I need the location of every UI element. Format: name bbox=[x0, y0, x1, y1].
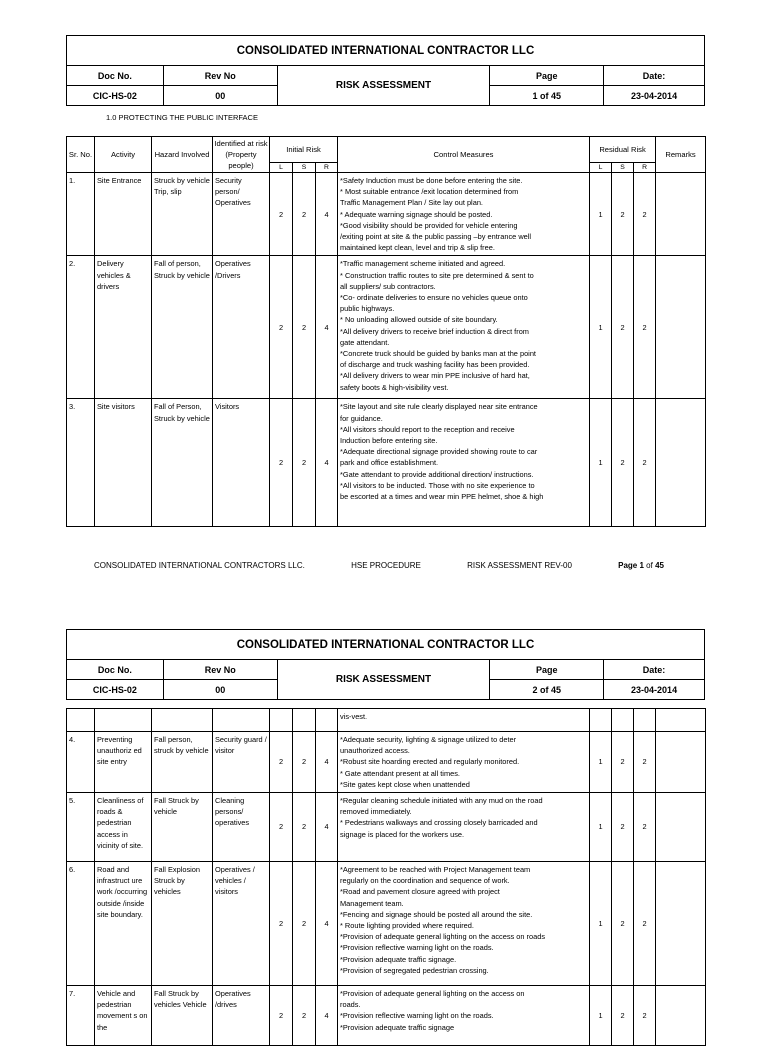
company-title: CONSOLIDATED INTERNATIONAL CONTRACTOR LLC bbox=[67, 630, 705, 660]
residual-s-cell: 2 bbox=[612, 399, 634, 527]
residual-r-cell: 2 bbox=[634, 986, 656, 1046]
sr-cell: 6. bbox=[67, 862, 95, 986]
control-line: gate attendant. bbox=[340, 337, 390, 347]
identified-cell: Visitors bbox=[213, 399, 270, 527]
sr-cell: 7. bbox=[67, 986, 95, 1046]
remarks-cell bbox=[656, 256, 706, 399]
initial-l-cell: 2 bbox=[270, 173, 293, 256]
control-line: regularly on the coordination and sequence of work. bbox=[340, 876, 510, 886]
risk-row bbox=[67, 256, 706, 399]
activity-cell: Site visitors bbox=[95, 399, 152, 527]
initial-s-cell: 2 bbox=[293, 986, 316, 1046]
control-line: maintained kept clean, level and trip & slip free. bbox=[340, 243, 495, 253]
initial-r-cell: 4 bbox=[316, 732, 338, 793]
activity-cell: Preventing unauthoriz ed site entry bbox=[95, 732, 152, 793]
control-line: * Pedestrians walkways and crossing closely barricaded and bbox=[340, 818, 538, 828]
initial-s-cell: 2 bbox=[293, 862, 316, 986]
hazard-cell: Fall Explosion Struck by vehicles bbox=[152, 862, 213, 986]
rev-no-value: 00 bbox=[163, 680, 277, 700]
control-cell bbox=[338, 986, 590, 1046]
control-line: *Robust site hoarding erected and regularly monitored. bbox=[340, 757, 520, 767]
control-line: roads. bbox=[340, 1000, 361, 1010]
col-remarks: Remarks bbox=[656, 137, 706, 173]
initial-l-cell: 2 bbox=[270, 732, 293, 793]
doc-no-label: Doc No. bbox=[67, 660, 164, 680]
control-line: *Co- ordinate deliveries to ensure no vehicles queue onto bbox=[340, 293, 528, 303]
control-line: *Regular cleaning schedule initiated with any mud on the road bbox=[340, 796, 543, 806]
col-hazard: Hazard Involved bbox=[152, 137, 213, 173]
col-residual-l: L bbox=[590, 163, 612, 173]
sr-cell: 3. bbox=[67, 399, 95, 527]
rev-no-value: 00 bbox=[163, 86, 277, 106]
date-label: Date: bbox=[604, 660, 705, 680]
continuation-row bbox=[67, 709, 706, 732]
col-activity: Activity bbox=[95, 137, 152, 173]
remarks-cell bbox=[656, 793, 706, 862]
remarks-cell bbox=[656, 986, 706, 1046]
hazard-cell: Fall person, struck by vehicle bbox=[152, 732, 213, 793]
col-initial-r: R bbox=[316, 163, 338, 173]
hazard-cell: Fall Struck by vehicles Vehicle bbox=[152, 986, 213, 1046]
rev-no-label: Rev No bbox=[163, 66, 277, 86]
control-line: Induction before entering site. bbox=[340, 436, 438, 446]
doc-title: RISK ASSESSMENT bbox=[277, 660, 490, 700]
hazard-cell: Fall of Person, Struck by vehicle bbox=[152, 399, 213, 527]
risk-assessment-table-continued bbox=[66, 708, 706, 1046]
initial-s-cell: 2 bbox=[293, 256, 316, 399]
control-line: removed immediately. bbox=[340, 807, 412, 817]
risk-row bbox=[67, 173, 706, 256]
control-line: *Adequate security, lighting & signage utilized to deter bbox=[340, 735, 517, 744]
control-line: unauthorized access. bbox=[340, 746, 410, 756]
control-line: * Construction traffic routes to site pre determined & sent to bbox=[340, 270, 534, 280]
footer-page: Page 1 of 45 bbox=[618, 561, 664, 570]
initial-r-cell: 4 bbox=[316, 173, 338, 256]
continuation-text: vis-vest. bbox=[338, 709, 590, 732]
activity-cell: Vehicle and pedestrian movement s on the bbox=[95, 986, 152, 1046]
page-number: 1 of 45 bbox=[490, 86, 604, 106]
control-line: *Provision of segregated pedestrian crossing. bbox=[340, 965, 489, 975]
activity-cell: Site Entrance bbox=[95, 173, 152, 256]
control-line: * Gate attendant present at all times. bbox=[340, 768, 460, 778]
control-line: *Provision adequate traffic signage bbox=[340, 1022, 455, 1032]
doc-no-value: CIC-HS-02 bbox=[67, 86, 164, 106]
control-line: *Good visibility should be provided for vehicle entering bbox=[340, 220, 518, 230]
residual-s-cell: 2 bbox=[612, 256, 634, 399]
doc-title: RISK ASSESSMENT bbox=[277, 66, 490, 106]
risk-row bbox=[67, 986, 706, 1046]
residual-s-cell: 2 bbox=[612, 732, 634, 793]
control-line: *Provision of adequate general lighting on the access on bbox=[340, 989, 525, 999]
control-cell bbox=[338, 256, 590, 399]
identified-cell: Operatives /Drivers bbox=[213, 256, 270, 399]
risk-row bbox=[67, 732, 706, 793]
risk-assessment-table bbox=[66, 136, 706, 527]
residual-r-cell: 2 bbox=[634, 732, 656, 793]
residual-r-cell: 2 bbox=[634, 256, 656, 399]
initial-s-cell: 2 bbox=[293, 732, 316, 793]
initial-s-cell: 2 bbox=[293, 793, 316, 862]
control-line: all suppliers/ sub contractors. bbox=[340, 281, 436, 291]
control-line: * Most suitable entrance /exit location determined from bbox=[340, 187, 519, 197]
residual-l-cell: 1 bbox=[590, 986, 612, 1046]
risk-row bbox=[67, 399, 706, 527]
residual-l-cell: 1 bbox=[590, 399, 612, 527]
sr-cell: 4. bbox=[67, 732, 95, 793]
initial-l-cell: 2 bbox=[270, 793, 293, 862]
initial-s-cell: 2 bbox=[293, 399, 316, 527]
footer-revision: RISK ASSESSMENT REV-00 bbox=[467, 561, 572, 570]
control-line: *Gate attendant to provide additional direction/ instructions. bbox=[340, 469, 534, 479]
residual-s-cell: 2 bbox=[612, 173, 634, 256]
remarks-cell bbox=[656, 732, 706, 793]
activity-cell: Delivery vehicles & drivers bbox=[95, 256, 152, 399]
section-title: 1.0 PROTECTING THE PUBLIC INTERFACE bbox=[106, 113, 258, 122]
remarks-cell bbox=[656, 862, 706, 986]
initial-s-cell: 2 bbox=[293, 173, 316, 256]
initial-l-cell: 2 bbox=[270, 256, 293, 399]
control-line: *Agreement to be reached with Project Management team bbox=[340, 865, 531, 875]
residual-s-cell: 2 bbox=[612, 793, 634, 862]
control-line: Management team. bbox=[340, 898, 404, 908]
footer-company: CONSOLIDATED INTERNATIONAL CONTRACTORS LLC. bbox=[94, 561, 305, 570]
col-identified: Identified at risk (Property people) bbox=[213, 137, 270, 173]
col-initial-l: L bbox=[270, 163, 293, 173]
control-line: signage is placed for the workers use. bbox=[340, 829, 465, 839]
residual-r-cell: 2 bbox=[634, 399, 656, 527]
control-line: public highways. bbox=[340, 304, 395, 314]
control-line: safety boots & high-visibility vest. bbox=[340, 382, 449, 392]
initial-r-cell: 4 bbox=[316, 862, 338, 986]
control-line: *All visitors should report to the reception and receive bbox=[340, 424, 515, 434]
control-cell bbox=[338, 862, 590, 986]
initial-r-cell: 4 bbox=[316, 986, 338, 1046]
activity-cell: Road and infrastruct ure work /occurring outside /inside site boundary. bbox=[95, 862, 152, 986]
sr-cell: 5. bbox=[67, 793, 95, 862]
control-line: park and office establishment. bbox=[340, 458, 439, 468]
footer-procedure: HSE PROCEDURE bbox=[351, 561, 421, 570]
doc-no-value: CIC-HS-02 bbox=[67, 680, 164, 700]
sr-cell: 1. bbox=[67, 173, 95, 256]
risk-row bbox=[67, 793, 706, 862]
control-line: *Provision of adequate general lighting on the access on roads bbox=[340, 932, 546, 942]
control-line: *All visitors to be inducted. Those with no site experience to bbox=[340, 480, 535, 490]
residual-l-cell: 1 bbox=[590, 173, 612, 256]
risk-row bbox=[67, 862, 706, 986]
date-value: 23-04-2014 bbox=[604, 680, 705, 700]
control-cell bbox=[338, 173, 590, 256]
control-line: Traffic Management Plan / Site lay out plan. bbox=[340, 198, 483, 208]
col-residual-s: S bbox=[612, 163, 634, 173]
initial-r-cell: 4 bbox=[316, 256, 338, 399]
residual-r-cell: 2 bbox=[634, 862, 656, 986]
doc-no-label: Doc No. bbox=[67, 66, 164, 86]
identified-cell: Cleaning persons/ operatives bbox=[213, 793, 270, 862]
residual-l-cell: 1 bbox=[590, 793, 612, 862]
document-header-table bbox=[66, 35, 705, 106]
initial-l-cell: 2 bbox=[270, 862, 293, 986]
residual-s-cell: 2 bbox=[612, 986, 634, 1046]
control-cell bbox=[338, 793, 590, 862]
residual-r-cell: 2 bbox=[634, 793, 656, 862]
company-title: CONSOLIDATED INTERNATIONAL CONTRACTOR LLC bbox=[67, 36, 705, 66]
initial-r-cell: 4 bbox=[316, 399, 338, 527]
initial-l-cell: 2 bbox=[270, 986, 293, 1046]
control-line: *Provision adequate traffic signage. bbox=[340, 954, 457, 964]
hazard-cell: Fall Struck by vehicle bbox=[152, 793, 213, 862]
hazard-cell: Struck by vehicle Trip, slip bbox=[152, 173, 213, 256]
control-line: *Provision reflective warning light on the roads. bbox=[340, 943, 494, 953]
page-footer bbox=[94, 561, 664, 570]
control-line: *Site gates kept close when unattended bbox=[340, 779, 470, 789]
control-line: *Adequate directional signage provided showing route to car bbox=[340, 447, 538, 457]
identified-cell: Security person/ Operatives bbox=[213, 173, 270, 256]
control-line: * Route lighting provided where required. bbox=[340, 921, 474, 931]
remarks-cell bbox=[656, 399, 706, 527]
control-line: be escorted at a times and wear min PPE helmet, shoe & high bbox=[340, 492, 544, 502]
control-cell bbox=[338, 399, 590, 527]
page-number: 2 of 45 bbox=[490, 680, 604, 700]
control-line: *Site layout and site rule clearly displayed near site entrance bbox=[340, 402, 538, 412]
document-page-2 bbox=[0, 595, 768, 1032]
control-line: of discharge and truck washing facility has been provided. bbox=[340, 360, 530, 370]
col-residual-r: R bbox=[634, 163, 656, 173]
identified-cell: Security guard / visitor bbox=[213, 732, 270, 793]
identified-cell: Operatives / vehicles / visitors bbox=[213, 862, 270, 986]
residual-l-cell: 1 bbox=[590, 862, 612, 986]
col-initial-risk: Initial Risk bbox=[270, 137, 338, 163]
page-label: Page bbox=[490, 66, 604, 86]
control-line: *All delivery drivers to receive brief induction & direct from bbox=[340, 326, 529, 336]
control-line: *Safety Induction must be done before entering the site. bbox=[340, 176, 523, 185]
col-initial-s: S bbox=[293, 163, 316, 173]
activity-cell: Cleanliness of roads & pedestrian access in vicinity of site. bbox=[95, 793, 152, 862]
page-label: Page bbox=[490, 660, 604, 680]
col-control: Control Measures bbox=[338, 137, 590, 173]
control-line: * Adequate warning signage should be posted. bbox=[340, 209, 493, 219]
date-value: 23-04-2014 bbox=[604, 86, 705, 106]
residual-l-cell: 1 bbox=[590, 732, 612, 793]
identified-cell: Operatives /drives bbox=[213, 986, 270, 1046]
col-residual-risk: Residual Risk bbox=[590, 137, 656, 163]
control-line: /exiting point at site & the public passing –by entrance well bbox=[340, 232, 532, 242]
residual-s-cell: 2 bbox=[612, 862, 634, 986]
col-sr: Sr. No. bbox=[67, 137, 95, 173]
residual-r-cell: 2 bbox=[634, 173, 656, 256]
initial-l-cell: 2 bbox=[270, 399, 293, 527]
initial-r-cell: 4 bbox=[316, 793, 338, 862]
control-line: *Provision reflective warning light on the roads. bbox=[340, 1011, 494, 1021]
sr-cell: 2. bbox=[67, 256, 95, 399]
control-line: *Fencing and signage should be posted all around the site. bbox=[340, 909, 533, 919]
control-line: *Road and pavement closure agreed with project bbox=[340, 887, 500, 897]
document-header-table bbox=[66, 629, 705, 700]
control-cell bbox=[338, 732, 590, 793]
control-line: * No unloading allowed outside of site boundary. bbox=[340, 315, 498, 325]
date-label: Date: bbox=[604, 66, 705, 86]
residual-l-cell: 1 bbox=[590, 256, 612, 399]
control-line: for guidance. bbox=[340, 413, 383, 423]
control-line: *Concrete truck should be guided by banks man at the point bbox=[340, 349, 536, 359]
control-line: *Traffic management scheme initiated and agreed. bbox=[340, 259, 506, 269]
hazard-cell: Fall of person, Struck by vehicle bbox=[152, 256, 213, 399]
remarks-cell bbox=[656, 173, 706, 256]
rev-no-label: Rev No bbox=[163, 660, 277, 680]
control-line: *All delivery drivers to wear min PPE inclusive of hard hat, bbox=[340, 371, 530, 381]
